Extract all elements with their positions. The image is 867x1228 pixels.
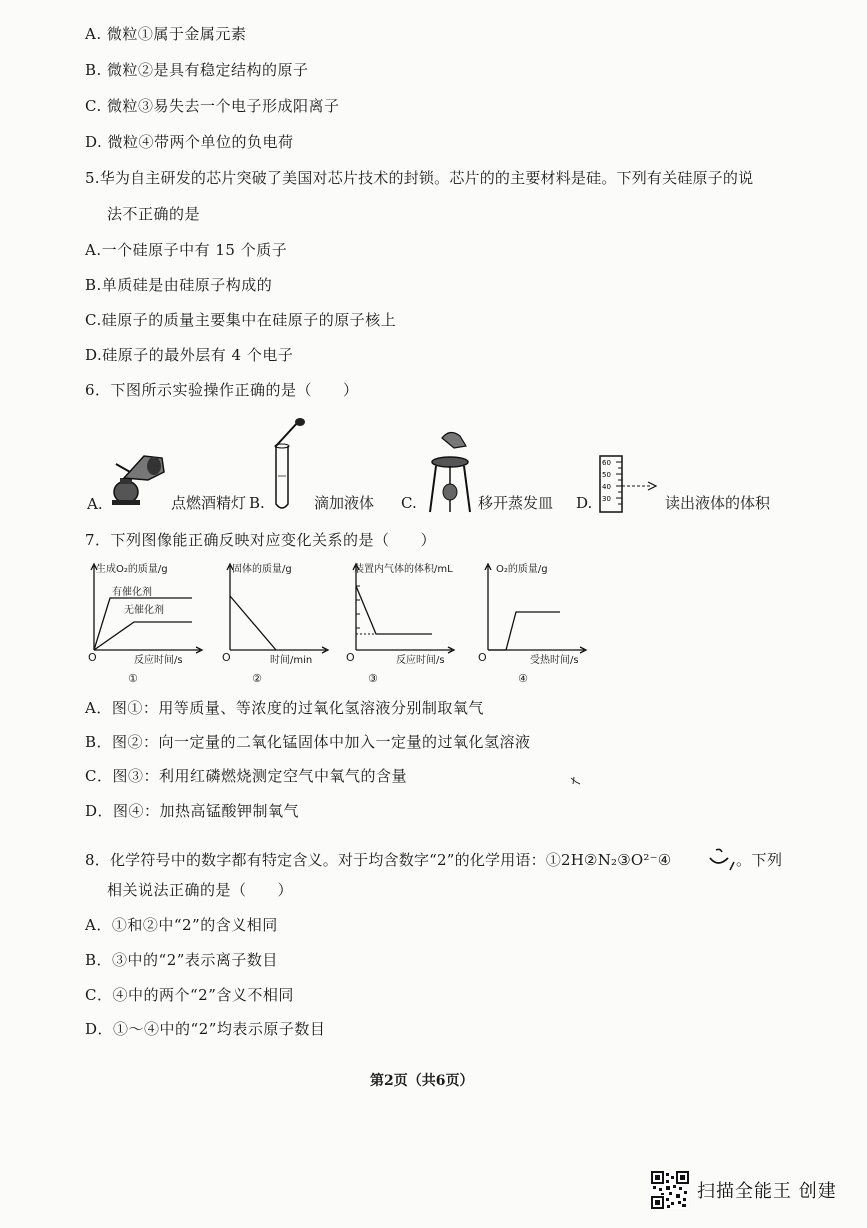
graph-3-number: ③ <box>368 672 378 685</box>
graph-2-number: ② <box>252 672 262 685</box>
q8-option-b: B．③中的“2”表示离子数目 <box>85 951 278 969</box>
graph-3-xlabel: 反应时间/s <box>396 655 445 666</box>
q8-option-c: C．④中的两个“2”含义不相同 <box>85 986 294 1004</box>
q7-option-c: C．图③：利用红磷燃烧测定空气中氧气的含量 <box>85 767 407 785</box>
q5-option-b: B.单质硅是由硅原子构成的 <box>85 276 273 294</box>
graph-1-series-no-catalyst: 无催化剂 <box>124 605 164 616</box>
q7-stem: 7．下列图像能正确反映对应变化关系的是（ ） <box>85 531 437 549</box>
q5-option-a: A.一个硅原子中有 15 个质子 <box>85 241 288 259</box>
lighting-alcohol-lamp-figure <box>104 442 166 514</box>
q4-option-c: C. 微粒③易失去一个电子形成阳离子 <box>85 97 340 115</box>
graph-2-ylabel: 固体的质量/g <box>232 564 292 575</box>
q4-option-d: D. 微粒④带两个单位的负电荷 <box>85 133 294 151</box>
q5-stem-line1: 5.华为自主研发的芯片突破了美国对芯片技术的封锁。芯片的的主要材料是硅。下列有关硅原子的说 <box>85 169 754 187</box>
graph-1-number: ① <box>128 672 138 685</box>
page-number: 第2页（共6页） <box>370 1073 474 1089</box>
graph-1-xlabel: 反应时间/s <box>134 655 183 666</box>
q6-letter-d: D. <box>576 494 593 512</box>
q7-option-a: A．图①：用等质量、等浓度的过氧化氢溶液分别制取氧气 <box>85 699 484 717</box>
q6-caption-c: 移开蒸发皿 <box>478 494 554 512</box>
cylinder-tick-50: 50 <box>602 471 611 479</box>
cylinder-tick-30: 30 <box>602 495 611 503</box>
graph-4-ylabel: O₂的质量/g <box>496 564 548 575</box>
dropping-liquid-figure <box>268 416 308 514</box>
q6-letter-c: C. <box>401 494 417 512</box>
cylinder-tick-60: 60 <box>602 459 611 467</box>
graph-3-origin: O <box>346 651 355 664</box>
graph-2-xlabel: 时间/min <box>270 655 313 666</box>
q6-caption-b: 滴加液体 <box>314 494 375 512</box>
q5-option-c: C.硅原子的质量主要集中在硅原子的原子核上 <box>85 311 397 329</box>
q8-stem-line1: 8．化学符号中的数字都有特定含义。对于均含数字“2”的化学用语：①2H②N₂③O²⁻④ <box>85 851 672 869</box>
q8-symbol-4-figure <box>706 846 736 872</box>
moving-evaporating-dish-figure <box>426 428 474 516</box>
graph-3-ylabel: 装置内气体的体积/mL <box>354 564 453 575</box>
scanner-text: 扫描全能王 创建 <box>697 1181 837 1202</box>
q8-stem-line2: 相关说法正确的是（ ） <box>107 881 294 899</box>
q4-option-a: A. 微粒①属于金属元素 <box>85 25 247 43</box>
graph-4-number: ④ <box>518 672 528 685</box>
q5-stem-line2: 法不正确的是 <box>107 205 201 223</box>
graph-4-xlabel: 受热时间/s <box>530 655 579 666</box>
q6-letter-b: B. <box>249 494 265 512</box>
q8-stem-tail: 。下列 <box>736 851 783 869</box>
q6-stem: 6．下图所示实验操作正确的是（ ） <box>85 381 359 399</box>
graph-2-origin: O <box>222 651 231 664</box>
q6-caption-d: 读出液体的体积 <box>665 494 771 512</box>
stray-mark <box>570 776 582 786</box>
graph-1-ylabel: 生成O₂的质量/g <box>96 564 168 575</box>
q6-letter-a: A. <box>87 495 103 513</box>
graduated-cylinder-figure <box>596 454 658 516</box>
q5-option-d: D.硅原子的最外层有 4 个电子 <box>85 346 294 364</box>
q4-option-b: B. 微粒②是具有稳定结构的原子 <box>85 61 309 79</box>
cylinder-tick-40: 40 <box>602 483 611 491</box>
graph-1-origin: O <box>88 651 97 664</box>
graph-4-origin: O <box>478 651 487 664</box>
graph-1-series-catalyst: 有催化剂 <box>112 587 152 598</box>
q7-option-b: B．图②：向一定量的二氧化锰固体中加入一定量的过氧化氢溶液 <box>85 733 531 751</box>
scanner-watermark <box>651 1171 837 1209</box>
qr-code-icon <box>651 1171 689 1209</box>
q8-option-d: D．①～④中的“2”均表示原子数目 <box>85 1020 326 1038</box>
q6-caption-a: 点燃酒精灯 <box>171 494 247 512</box>
q8-option-a: A．①和②中“2”的含义相同 <box>85 916 278 934</box>
q7-option-d: D．图④：加热高锰酸钾制氧气 <box>85 802 300 820</box>
